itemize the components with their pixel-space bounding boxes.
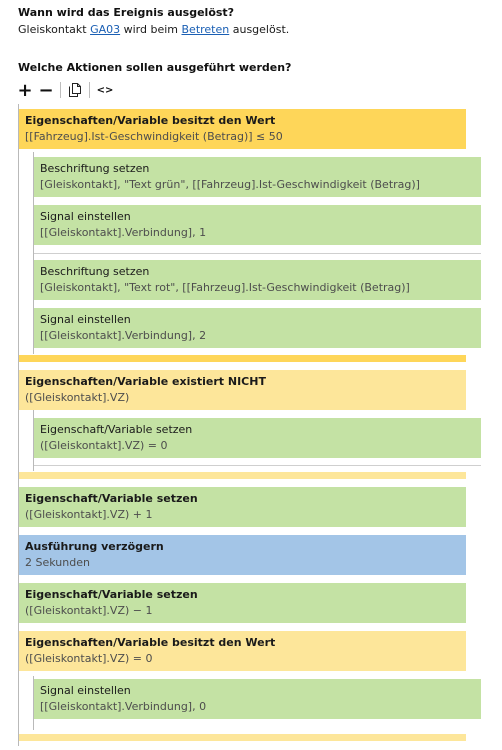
contact-link[interactable]: GA03 [90, 23, 121, 36]
block-title: Eigenschaft/Variable setzen [25, 588, 198, 601]
trigger-middle: wird beim [123, 23, 178, 36]
action-block[interactable] [34, 308, 481, 348]
block-detail: ([Gleiskontakt].VZ) = 0 [25, 652, 153, 665]
block-detail: [[Fahrzeug].Ist-Geschwindigkeit (Betrag)] ≤ 50 [25, 130, 283, 143]
block-title: Eigenschaften/Variable besitzt den Wert [25, 114, 276, 127]
remove-icon[interactable]: − [38, 79, 54, 101]
add-icon[interactable]: + [17, 79, 33, 101]
condition-block[interactable] [19, 370, 466, 410]
branch-divider [34, 465, 481, 466]
block-title: Beschriftung setzen [40, 162, 150, 175]
delay-block[interactable] [19, 535, 466, 575]
condition-block[interactable] [19, 109, 466, 149]
block-title: Eigenschaften/Variable besitzt den Wert [25, 636, 276, 649]
block-title: Signal einstellen [40, 210, 131, 223]
action-block[interactable] [34, 260, 481, 300]
event-type-link[interactable]: Betreten [181, 23, 230, 36]
trigger-suffix: ausgelöst. [232, 23, 290, 36]
trigger-heading: Wann wird das Ereignis ausgelöst? [18, 6, 235, 19]
action-block[interactable] [34, 205, 481, 245]
block-title: Signal einstellen [40, 684, 131, 697]
condition-block[interactable] [19, 631, 466, 671]
code-icon[interactable]: <> [96, 84, 114, 96]
block-detail: ([Gleiskontakt].VZ) [25, 391, 130, 404]
block-detail: ([Gleiskontakt].VZ) + 1 [25, 508, 153, 521]
action-block[interactable] [34, 679, 481, 719]
block-detail: [Gleiskontakt], "Text rot", [[Fahrzeug].Ist-Geschwindigkeit (Betrag)] [40, 281, 410, 294]
block-title: Eigenschaften/Variable existiert NICHT [25, 375, 266, 388]
branch-divider [34, 253, 481, 254]
condition-end-bar [19, 734, 466, 741]
block-detail: [[Gleiskontakt].Verbindung], 2 [40, 329, 207, 342]
block-title: Eigenschaft/Variable setzen [40, 423, 193, 436]
action-block[interactable] [34, 157, 481, 197]
toolbar-separator [60, 82, 61, 98]
block-title: Eigenschaft/Variable setzen [25, 492, 198, 505]
block-detail: ([Gleiskontakt].VZ) − 1 [25, 604, 153, 617]
copy-icon[interactable] [68, 81, 82, 99]
condition-end-bar [19, 472, 466, 479]
block-title: Ausführung verzögern [25, 540, 164, 553]
condition-end-bar [19, 355, 466, 362]
trigger-description [18, 23, 289, 36]
action-block[interactable] [19, 583, 466, 623]
trigger-prefix: Gleiskontakt [18, 23, 87, 36]
block-detail: [[Gleiskontakt].Verbindung], 0 [40, 700, 207, 713]
block-detail: ([Gleiskontakt].VZ) = 0 [40, 439, 168, 452]
action-block[interactable] [19, 487, 466, 527]
block-detail: 2 Sekunden [25, 556, 90, 569]
block-detail: [Gleiskontakt], "Text grün", [[Fahrzeug].Ist-Geschwindigkeit (Betrag)] [40, 178, 420, 191]
toolbar [18, 81, 113, 99]
action-block[interactable] [34, 418, 481, 458]
block-title: Beschriftung setzen [40, 265, 150, 278]
block-title: Signal einstellen [40, 313, 131, 326]
toolbar-separator [89, 82, 90, 98]
actions-heading: Welche Aktionen sollen ausgeführt werden? [18, 61, 292, 74]
block-detail: [[Gleiskontakt].Verbindung], 1 [40, 226, 207, 239]
